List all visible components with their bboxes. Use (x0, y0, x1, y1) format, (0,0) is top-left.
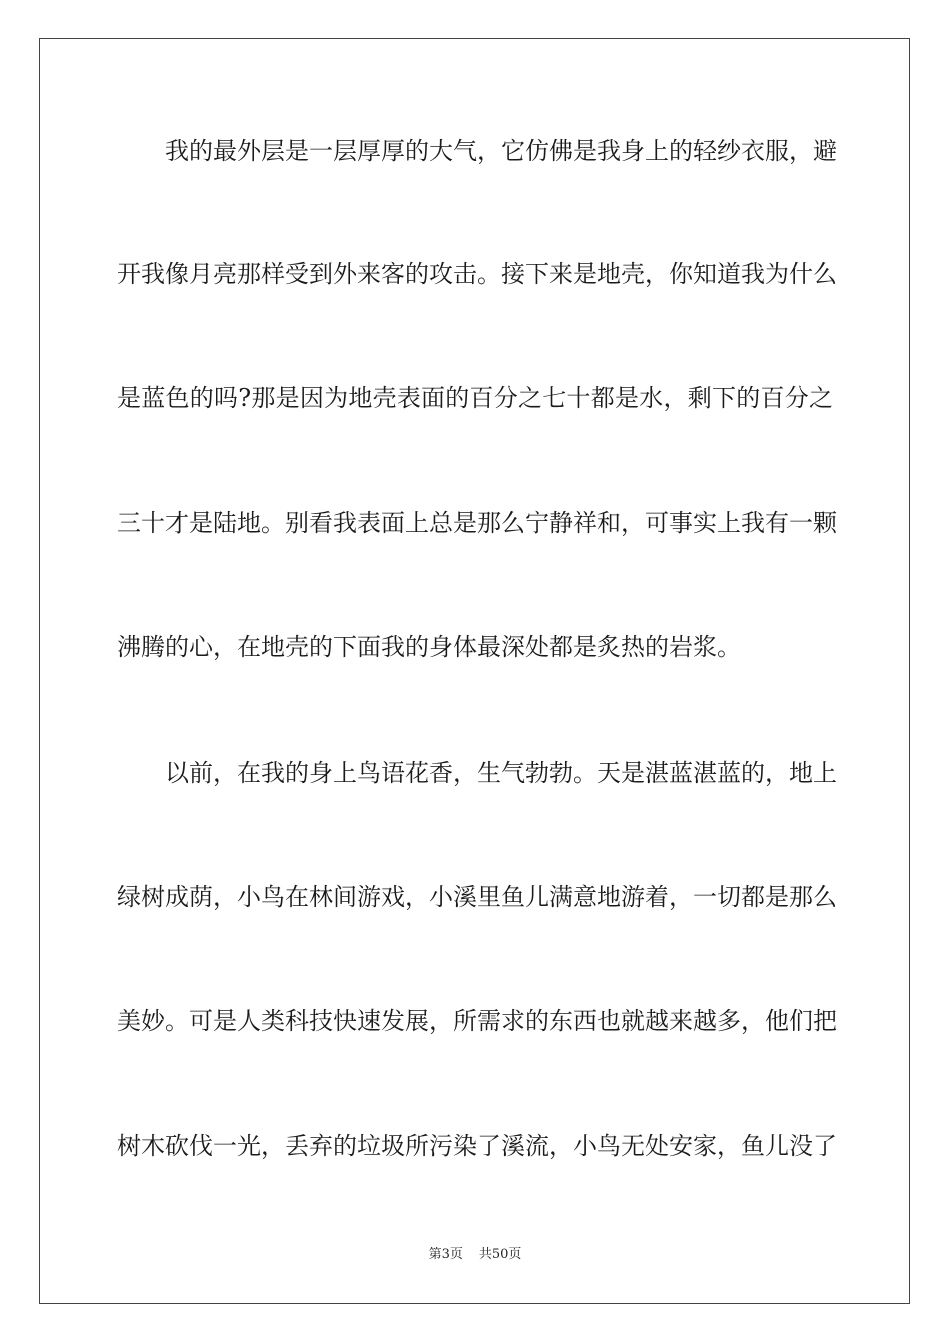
text-line: 树木砍伐一光，丢弃的垃圾所污染了溪流，小鸟无处安家，鱼儿没了 (117, 1132, 837, 1160)
text-line: 三十才是陆地。别看我表面上总是那么宁静祥和，可事实上我有一颗 (117, 509, 837, 537)
text-line: 我的最外层是一层厚厚的大气，它仿佛是我身上的轻纱衣服，避 (165, 137, 837, 165)
page-footer (0, 1246, 950, 1264)
page-total: 共50页 (478, 1247, 522, 1262)
page-number: 第3页 (428, 1247, 463, 1262)
text-line: 美妙。可是人类科技快速发展，所需求的东西也就越来越多，他们把 (117, 1007, 837, 1035)
page-border (39, 38, 910, 1304)
text-line: 绿树成荫，小鸟在林间游戏，小溪里鱼儿满意地游着，一切都是那么 (117, 883, 837, 911)
text-line: 沸腾的心，在地壳的下面我的身体最深处都是炙热的岩浆。 (117, 633, 741, 661)
text-line: 开我像月亮那样受到外来客的攻击。接下来是地壳，你知道我为什么 (117, 260, 837, 288)
text-line: 以前，在我的身上鸟语花香，生气勃勃。天是湛蓝湛蓝的，地上 (165, 759, 837, 787)
text-line: 是蓝色的吗?那是因为地壳表面的百分之七十都是水，剩下的百分之 (117, 384, 833, 412)
